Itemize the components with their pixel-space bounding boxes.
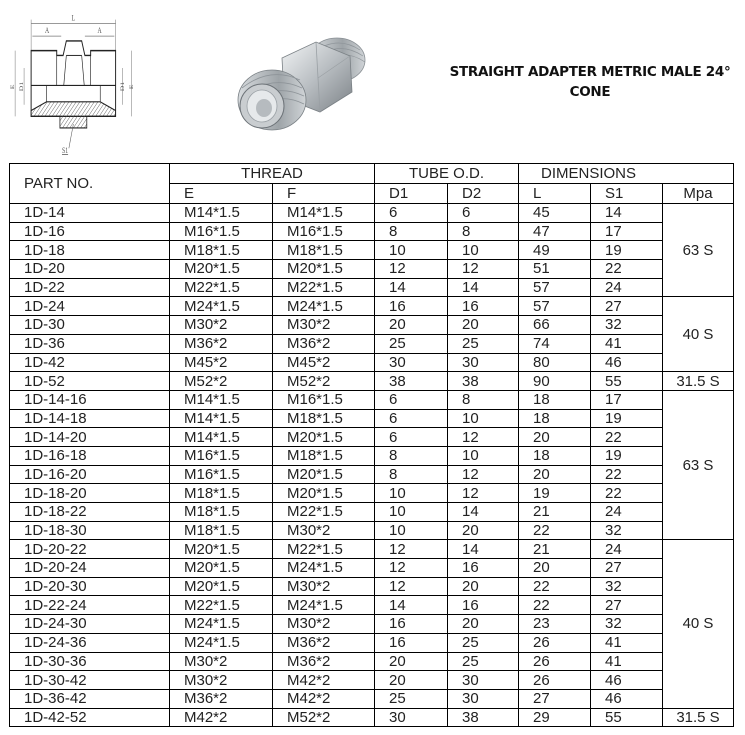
cell-s1: 41 xyxy=(591,633,663,652)
cell-d1: 25 xyxy=(375,334,448,353)
cell-l: 57 xyxy=(519,297,591,316)
cell-s1: 46 xyxy=(591,689,663,708)
table-row xyxy=(10,503,734,522)
cell-s1: 32 xyxy=(591,577,663,596)
dim-label-S1: S1 xyxy=(62,144,69,155)
header-row-group xyxy=(10,164,734,184)
cell-f: M30*2 xyxy=(273,521,375,540)
cell-e: M22*1.5 xyxy=(170,596,273,615)
table-row xyxy=(10,559,734,578)
cell-d1: 30 xyxy=(375,353,448,372)
cell-d1: 20 xyxy=(375,316,448,335)
cell-d1: 12 xyxy=(375,559,448,578)
cell-d2: 14 xyxy=(448,540,519,559)
cell-d2: 30 xyxy=(448,689,519,708)
cell-part: 1D-30 xyxy=(10,316,170,335)
cell-e: M30*2 xyxy=(170,316,273,335)
cell-part: 1D-22 xyxy=(10,278,170,297)
cell-d1: 30 xyxy=(375,708,448,727)
dim-label-D1-left: D1 xyxy=(18,81,25,92)
cell-e: M16*1.5 xyxy=(170,446,273,465)
cell-d2: 14 xyxy=(448,503,519,522)
cell-s1: 19 xyxy=(591,241,663,260)
cell-d2: 30 xyxy=(448,353,519,372)
cell-s1: 32 xyxy=(591,615,663,634)
header-L: L xyxy=(519,184,591,204)
cell-d2: 30 xyxy=(448,671,519,690)
table-row xyxy=(10,484,734,503)
cell-e: M52*2 xyxy=(170,372,273,391)
cell-f: M42*2 xyxy=(273,671,375,690)
table-row xyxy=(10,409,734,428)
cell-e: M24*1.5 xyxy=(170,297,273,316)
cell-l: 47 xyxy=(519,222,591,241)
cell-d1: 16 xyxy=(375,615,448,634)
cell-pressure: 31.5 S xyxy=(663,372,734,391)
cell-e: M18*1.5 xyxy=(170,484,273,503)
cell-d1: 12 xyxy=(375,577,448,596)
cell-d2: 12 xyxy=(448,428,519,447)
cell-f: M30*2 xyxy=(273,615,375,634)
cell-d1: 6 xyxy=(375,428,448,447)
cell-f: M36*2 xyxy=(273,652,375,671)
cell-e: M20*1.5 xyxy=(170,540,273,559)
cell-d1: 16 xyxy=(375,297,448,316)
cell-f: M36*2 xyxy=(273,334,375,353)
cell-part: 1D-24 xyxy=(10,297,170,316)
cell-d1: 6 xyxy=(375,390,448,409)
cell-e: M36*2 xyxy=(170,334,273,353)
cell-l: 23 xyxy=(519,615,591,634)
cell-f: M22*1.5 xyxy=(273,540,375,559)
cell-l: 26 xyxy=(519,671,591,690)
cell-l: 26 xyxy=(519,652,591,671)
cell-part: 1D-16 xyxy=(10,222,170,241)
cell-d2: 20 xyxy=(448,577,519,596)
cell-e: M30*2 xyxy=(170,652,273,671)
cell-e: M42*2 xyxy=(170,708,273,727)
cell-part: 1D-14-16 xyxy=(10,390,170,409)
cell-part: 1D-42 xyxy=(10,353,170,372)
cell-l: 74 xyxy=(519,334,591,353)
cross-section-drawing xyxy=(10,10,138,155)
cell-part: 1D-52 xyxy=(10,372,170,391)
spec-table xyxy=(9,163,734,727)
cell-e: M45*2 xyxy=(170,353,273,372)
cell-d2: 8 xyxy=(448,390,519,409)
cell-s1: 22 xyxy=(591,428,663,447)
dim-label-L: L xyxy=(71,12,76,23)
cell-d2: 38 xyxy=(448,372,519,391)
cell-s1: 19 xyxy=(591,409,663,428)
cell-d2: 14 xyxy=(448,278,519,297)
cell-d2: 12 xyxy=(448,465,519,484)
cell-f: M24*1.5 xyxy=(273,297,375,316)
cell-l: 18 xyxy=(519,409,591,428)
cell-d2: 12 xyxy=(448,260,519,279)
product-title-line1: STRAIGHT ADAPTER METRIC MALE 24° xyxy=(449,64,731,80)
header-D1: D1 xyxy=(375,184,448,204)
cell-part: 1D-20-24 xyxy=(10,559,170,578)
cell-l: 21 xyxy=(519,503,591,522)
cell-d1: 6 xyxy=(375,204,448,223)
cell-e: M36*2 xyxy=(170,689,273,708)
cell-s1: 24 xyxy=(591,278,663,297)
cell-s1: 32 xyxy=(591,316,663,335)
cell-s1: 22 xyxy=(591,465,663,484)
cell-s1: 17 xyxy=(591,222,663,241)
cell-d1: 20 xyxy=(375,652,448,671)
cell-d1: 8 xyxy=(375,222,448,241)
cell-f: M14*1.5 xyxy=(273,204,375,223)
cell-pressure: 63 S xyxy=(663,390,734,540)
cell-d1: 25 xyxy=(375,689,448,708)
dim-label-A-right: A xyxy=(97,24,102,36)
cell-l: 21 xyxy=(519,540,591,559)
cell-part: 1D-30-42 xyxy=(10,671,170,690)
cell-l: 22 xyxy=(519,596,591,615)
cell-l: 22 xyxy=(519,577,591,596)
cell-f: M24*1.5 xyxy=(273,596,375,615)
cell-d2: 8 xyxy=(448,222,519,241)
cell-s1: 17 xyxy=(591,390,663,409)
cell-part: 1D-20 xyxy=(10,260,170,279)
header-thread: THREAD xyxy=(170,164,375,184)
cell-s1: 22 xyxy=(591,484,663,503)
cell-l: 66 xyxy=(519,316,591,335)
table-row xyxy=(10,596,734,615)
cell-s1: 27 xyxy=(591,559,663,578)
header-mpa: Mpa xyxy=(663,184,734,204)
cell-part: 1D-16-20 xyxy=(10,465,170,484)
cell-part: 1D-14-20 xyxy=(10,428,170,447)
cell-d1: 10 xyxy=(375,241,448,260)
cell-f: M20*1.5 xyxy=(273,260,375,279)
product-title xyxy=(445,62,735,102)
cell-s1: 41 xyxy=(591,652,663,671)
cell-part: 1D-22-24 xyxy=(10,596,170,615)
table-row xyxy=(10,465,734,484)
cell-l: 51 xyxy=(519,260,591,279)
cell-f: M30*2 xyxy=(273,577,375,596)
cell-e: M14*1.5 xyxy=(170,204,273,223)
cell-f: M42*2 xyxy=(273,689,375,708)
cell-f: M45*2 xyxy=(273,353,375,372)
table-row xyxy=(10,540,734,559)
table-row xyxy=(10,297,734,316)
cell-s1: 24 xyxy=(591,540,663,559)
table-row xyxy=(10,446,734,465)
cell-f: M36*2 xyxy=(273,633,375,652)
cell-s1: 32 xyxy=(591,521,663,540)
cell-d2: 12 xyxy=(448,484,519,503)
cell-d2: 16 xyxy=(448,559,519,578)
dim-label-D1-right: D1 xyxy=(120,81,126,92)
table-row xyxy=(10,372,734,391)
spec-table-body xyxy=(10,204,734,727)
cell-part: 1D-20-30 xyxy=(10,577,170,596)
table-row xyxy=(10,316,734,335)
table-row xyxy=(10,353,734,372)
cell-e: M14*1.5 xyxy=(170,409,273,428)
cell-e: M24*1.5 xyxy=(170,633,273,652)
cell-part: 1D-36 xyxy=(10,334,170,353)
cell-l: 26 xyxy=(519,633,591,652)
cell-d1: 10 xyxy=(375,484,448,503)
cell-s1: 55 xyxy=(591,372,663,391)
cell-f: M20*1.5 xyxy=(273,428,375,447)
cell-d1: 10 xyxy=(375,521,448,540)
table-row xyxy=(10,615,734,634)
cell-f: M30*2 xyxy=(273,316,375,335)
cell-part: 1D-24-30 xyxy=(10,615,170,634)
cell-e: M14*1.5 xyxy=(170,390,273,409)
cell-part: 1D-18 xyxy=(10,241,170,260)
cell-l: 57 xyxy=(519,278,591,297)
cell-d2: 25 xyxy=(448,334,519,353)
table-row xyxy=(10,428,734,447)
cell-d2: 20 xyxy=(448,521,519,540)
cell-e: M20*1.5 xyxy=(170,260,273,279)
cell-part: 1D-14-18 xyxy=(10,409,170,428)
cell-d1: 14 xyxy=(375,278,448,297)
cell-l: 80 xyxy=(519,353,591,372)
cell-l: 29 xyxy=(519,708,591,727)
cell-l: 18 xyxy=(519,446,591,465)
header-D2: D2 xyxy=(448,184,519,204)
header-S1: S1 xyxy=(591,184,663,204)
cell-e: M18*1.5 xyxy=(170,503,273,522)
cell-f: M18*1.5 xyxy=(273,241,375,260)
cell-e: M20*1.5 xyxy=(170,577,273,596)
header-F: F xyxy=(273,184,375,204)
cell-e: M16*1.5 xyxy=(170,222,273,241)
cell-l: 45 xyxy=(519,204,591,223)
table-row xyxy=(10,577,734,596)
cell-s1: 19 xyxy=(591,446,663,465)
cell-s1: 46 xyxy=(591,353,663,372)
cell-f: M52*2 xyxy=(273,708,375,727)
cell-d1: 20 xyxy=(375,671,448,690)
cell-d2: 6 xyxy=(448,204,519,223)
cell-s1: 27 xyxy=(591,596,663,615)
cell-d2: 25 xyxy=(448,652,519,671)
cell-e: M18*1.5 xyxy=(170,241,273,260)
cell-l: 22 xyxy=(519,521,591,540)
cell-f: M18*1.5 xyxy=(273,409,375,428)
table-row xyxy=(10,708,734,727)
cell-l: 20 xyxy=(519,465,591,484)
cell-f: M22*1.5 xyxy=(273,278,375,297)
table-row xyxy=(10,671,734,690)
table-row xyxy=(10,521,734,540)
cell-pressure: 31.5 S xyxy=(663,708,734,727)
cell-part: 1D-24-36 xyxy=(10,633,170,652)
cell-part: 1D-18-20 xyxy=(10,484,170,503)
cell-l: 27 xyxy=(519,689,591,708)
cell-pressure: 40 S xyxy=(663,540,734,708)
cell-d2: 20 xyxy=(448,615,519,634)
cell-e: M30*2 xyxy=(170,671,273,690)
cell-f: M20*1.5 xyxy=(273,465,375,484)
cell-s1: 14 xyxy=(591,204,663,223)
table-row xyxy=(10,633,734,652)
cell-l: 20 xyxy=(519,559,591,578)
cell-d1: 8 xyxy=(375,446,448,465)
cell-d2: 20 xyxy=(448,316,519,335)
cell-d1: 12 xyxy=(375,260,448,279)
table-row xyxy=(10,241,734,260)
cell-part: 1D-42-52 xyxy=(10,708,170,727)
cell-pressure: 63 S xyxy=(663,204,734,297)
table-row xyxy=(10,689,734,708)
cell-e: M22*1.5 xyxy=(170,278,273,297)
cell-e: M14*1.5 xyxy=(170,428,273,447)
cell-s1: 41 xyxy=(591,334,663,353)
header-tube-od: TUBE O.D. xyxy=(375,164,519,184)
header-E: E xyxy=(170,184,273,204)
cell-f: M22*1.5 xyxy=(273,503,375,522)
cell-d1: 12 xyxy=(375,540,448,559)
cell-d2: 16 xyxy=(448,596,519,615)
cell-d1: 8 xyxy=(375,465,448,484)
product-photo xyxy=(232,30,377,142)
cell-l: 20 xyxy=(519,428,591,447)
table-row xyxy=(10,278,734,297)
cell-e: M16*1.5 xyxy=(170,465,273,484)
cell-s1: 27 xyxy=(591,297,663,316)
table-row xyxy=(10,260,734,279)
cell-d2: 38 xyxy=(448,708,519,727)
cell-d1: 14 xyxy=(375,596,448,615)
cell-part: 1D-14 xyxy=(10,204,170,223)
table-row xyxy=(10,390,734,409)
table-row xyxy=(10,222,734,241)
cell-f: M16*1.5 xyxy=(273,222,375,241)
table-row xyxy=(10,204,734,223)
cell-d2: 25 xyxy=(448,633,519,652)
cell-part: 1D-18-22 xyxy=(10,503,170,522)
cell-d2: 10 xyxy=(448,446,519,465)
dim-label-E-right: E xyxy=(128,84,135,90)
cell-l: 19 xyxy=(519,484,591,503)
cell-f: M52*2 xyxy=(273,372,375,391)
cell-f: M16*1.5 xyxy=(273,390,375,409)
cell-part: 1D-18-30 xyxy=(10,521,170,540)
cell-d1: 38 xyxy=(375,372,448,391)
cell-l: 18 xyxy=(519,390,591,409)
cell-d2: 16 xyxy=(448,297,519,316)
cell-f: M20*1.5 xyxy=(273,484,375,503)
cell-part: 1D-20-22 xyxy=(10,540,170,559)
cell-e: M18*1.5 xyxy=(170,521,273,540)
cell-d1: 10 xyxy=(375,503,448,522)
table-row xyxy=(10,652,734,671)
cell-s1: 24 xyxy=(591,503,663,522)
cell-f: M18*1.5 xyxy=(273,446,375,465)
table-row xyxy=(10,334,734,353)
cell-l: 90 xyxy=(519,372,591,391)
cell-l: 49 xyxy=(519,241,591,260)
cell-part: 1D-36-42 xyxy=(10,689,170,708)
cell-d2: 10 xyxy=(448,241,519,260)
product-title-line2: CONE xyxy=(569,84,611,100)
cell-s1: 22 xyxy=(591,260,663,279)
cell-d2: 10 xyxy=(448,409,519,428)
cell-part: 1D-16-18 xyxy=(10,446,170,465)
cell-s1: 46 xyxy=(591,671,663,690)
header-dimensions: DIMENSIONS xyxy=(519,164,734,184)
cell-e: M24*1.5 xyxy=(170,615,273,634)
cell-pressure: 40 S xyxy=(663,297,734,372)
dim-label-A-left: A xyxy=(45,24,50,36)
cell-f: M24*1.5 xyxy=(273,559,375,578)
cell-e: M20*1.5 xyxy=(170,559,273,578)
header-part-no: PART NO. xyxy=(10,164,170,204)
cell-part: 1D-30-36 xyxy=(10,652,170,671)
dim-label-E-left: E xyxy=(10,84,16,90)
cell-d1: 6 xyxy=(375,409,448,428)
cell-s1: 55 xyxy=(591,708,663,727)
cell-d1: 16 xyxy=(375,633,448,652)
